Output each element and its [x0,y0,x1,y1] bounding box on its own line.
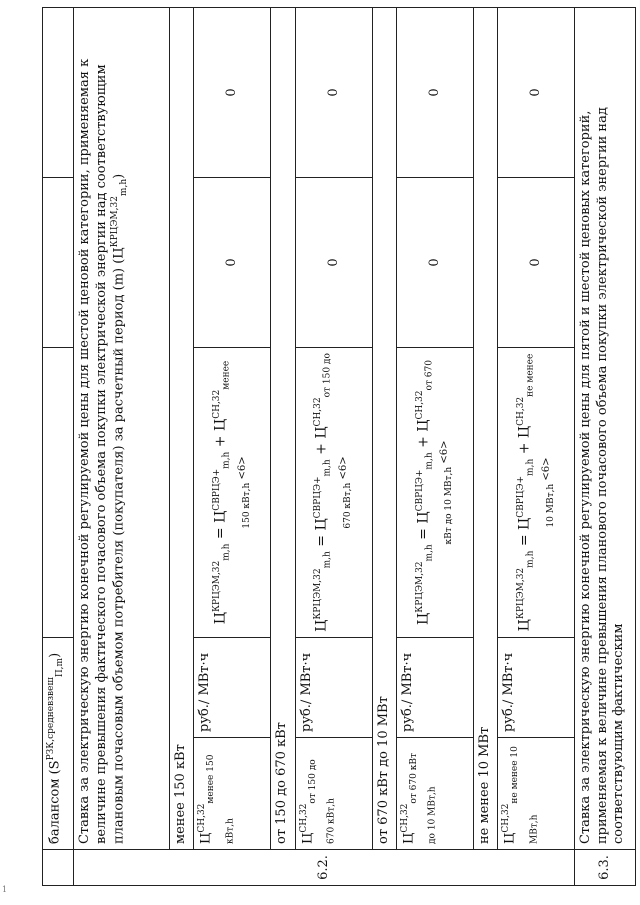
page-marker: 1 [2,885,8,894]
row-description: Ставка за электрическую энергию конечной регулируемой цены для шестой ценовой категории, применяемая к величине превышения фактического почасового объема покупки электрической энергии над соответствующим плановым почасовым объемом потребителя (покупателя) за расчетный период (m) $(Ц^{КРЦЭМ,32}_{m,h})$ [74,8,170,850]
formula-cell: $Ц^{КРЦЭМ,32}_{m,h} = Ц^{СВРЦЭ+}_{m,h} + Ц^{СН,32}_{менее 150 кВт,h} <6>$ [194,348,271,638]
tariff-table [42,7,636,886]
unit-cell: руб./ МВт·ч [498,638,575,738]
table-row [74,8,170,886]
group-title: менее 150 кВт [170,8,194,850]
value-cell: 0 [295,8,372,178]
empty-cell [43,348,74,638]
table-row [170,8,194,886]
row-num: 6.3. [575,850,636,886]
row-num: 6.2. [74,850,575,886]
value-cell: 0 [498,178,575,348]
balance-label: балансом $(S^{РЗК,средневзвеш}_{П,m})$ [43,638,74,850]
document-sheet [42,8,636,886]
table-row [575,8,636,886]
table-row [474,8,498,886]
rotated-table-container [42,8,636,886]
value-cell: 0 [194,8,271,178]
value-cell: 0 [498,8,575,178]
value-cell: 0 [194,178,271,348]
table-row [372,8,396,886]
formula-cell: $Ц^{КРЦЭМ,32}_{m,h} = Ц^{СВРЦЭ+}_{m,h} + Ц^{СН,32}_{не менее 10 МВт,h} <6>$ [498,348,575,638]
row-num-empty [43,850,74,886]
empty-cell [43,8,74,178]
table-row [271,8,295,886]
value-cell: 0 [295,178,372,348]
symbol-cell: $Ц^{СН,32}_{менее 150 кВт,h}$ [194,738,271,850]
group-title: от 150 до 670 кВт [271,8,295,850]
value-cell: 0 [397,178,474,348]
empty-cell [43,178,74,348]
symbol-cell: $Ц^{СН,32}_{от 670 кВт до 10 МВт,h}$ [397,738,474,850]
unit-cell: руб./ МВт·ч [397,638,474,738]
row-description: Ставка за электрическую энергию конечной регулируемой цены для пятой и шестой ценовых категорий, применяемая к величине превышения планового почасового объема покупки электрической энергии над соответствующим фактическим [575,8,636,850]
unit-cell: руб./ МВт·ч [194,638,271,738]
group-title: от 670 кВт до 10 МВт [372,8,396,850]
table-row [397,8,474,886]
symbol-cell: $Ц^{СН,32}_{от 150 до 670 кВт,h}$ [295,738,372,850]
formula-cell: $Ц^{КРЦЭМ,32}_{m,h} = Ц^{СВРЦЭ+}_{m,h} + Ц^{СН,32}_{от 150 до 670 кВт,h} <6>$ [295,348,372,638]
table-row [194,8,271,886]
table-row [295,8,372,886]
group-title: не менее 10 МВт [474,8,498,850]
table-row [498,8,575,886]
unit-cell: руб./ МВт·ч [295,638,372,738]
value-cell: 0 [397,8,474,178]
formula-cell: $Ц^{КРЦЭМ,32}_{m,h} = Ц^{СВРЦЭ+}_{m,h} + Ц^{СН,32}_{от 670 кВт до 10 МВт,h} <6>$ [397,348,474,638]
symbol-cell: $Ц^{СН,32}_{не менее 10 МВт,h}$ [498,738,575,850]
table-row [43,8,74,886]
